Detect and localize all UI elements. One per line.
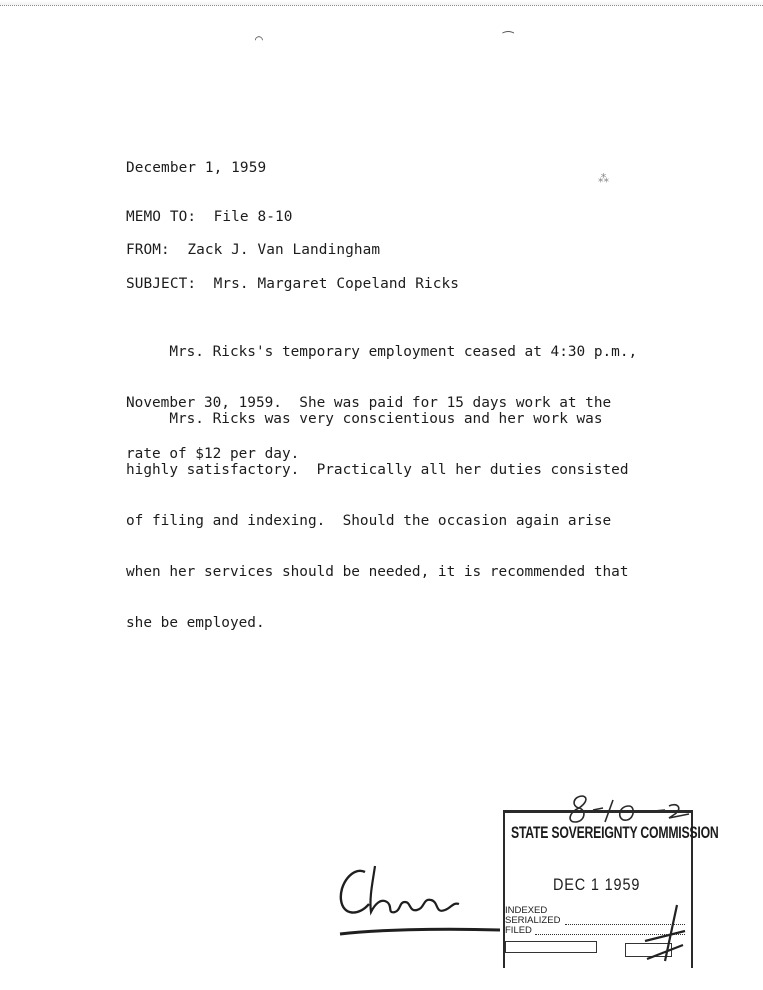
- paragraph-line: rate of $12 per day.: [126, 446, 300, 462]
- stray-mark: ⁂: [598, 172, 609, 185]
- paragraph-line: when her services should be needed, it is recommended that: [126, 564, 629, 580]
- paragraph-line: Mrs. Ricks was very conscientious and her work was: [126, 411, 603, 427]
- page-top-edge: [0, 0, 763, 6]
- paragraph-line: Mrs. Ricks's temporary employment ceased at 4:30 p.m.,: [126, 344, 638, 360]
- memo-subject-line: SUBJECT: Mrs. Margaret Copeland Ricks: [126, 276, 460, 292]
- paragraph-line: of filing and indexing. Should the occasion again arise: [126, 513, 612, 529]
- stamp-date: DEC 1 1959: [553, 875, 641, 894]
- stamp-label-serialized: SERIALIZED: [505, 915, 561, 926]
- stamp-label-indexed: INDEXED: [505, 905, 548, 916]
- paragraph-line: November 30, 1959. She was paid for 15 days work at the: [126, 395, 612, 411]
- stray-mark: ⁀: [503, 32, 514, 47]
- stray-mark: ⌒: [255, 32, 263, 47]
- stamp-initials-mark: [625, 901, 695, 971]
- paragraph-line: she be employed.: [126, 615, 265, 631]
- paragraph-line: highly satisfactory. Practically all her duties consisted: [126, 462, 629, 478]
- received-stamp: [503, 810, 719, 968]
- stamp-title: STATE SOVEREIGNTY COMMISSION: [511, 823, 719, 842]
- memo-paragraph-2: [126, 377, 666, 649]
- memo-date: December 1, 1959: [126, 160, 267, 176]
- stamp-box: [505, 941, 597, 953]
- memo-to-line: MEMO TO: File 8-10: [126, 209, 293, 225]
- stamp-label-filed: FILED: [505, 925, 532, 936]
- memo-from-line: FROM: Zack J. Van Landingham: [126, 242, 381, 258]
- handwritten-signature: [335, 858, 505, 943]
